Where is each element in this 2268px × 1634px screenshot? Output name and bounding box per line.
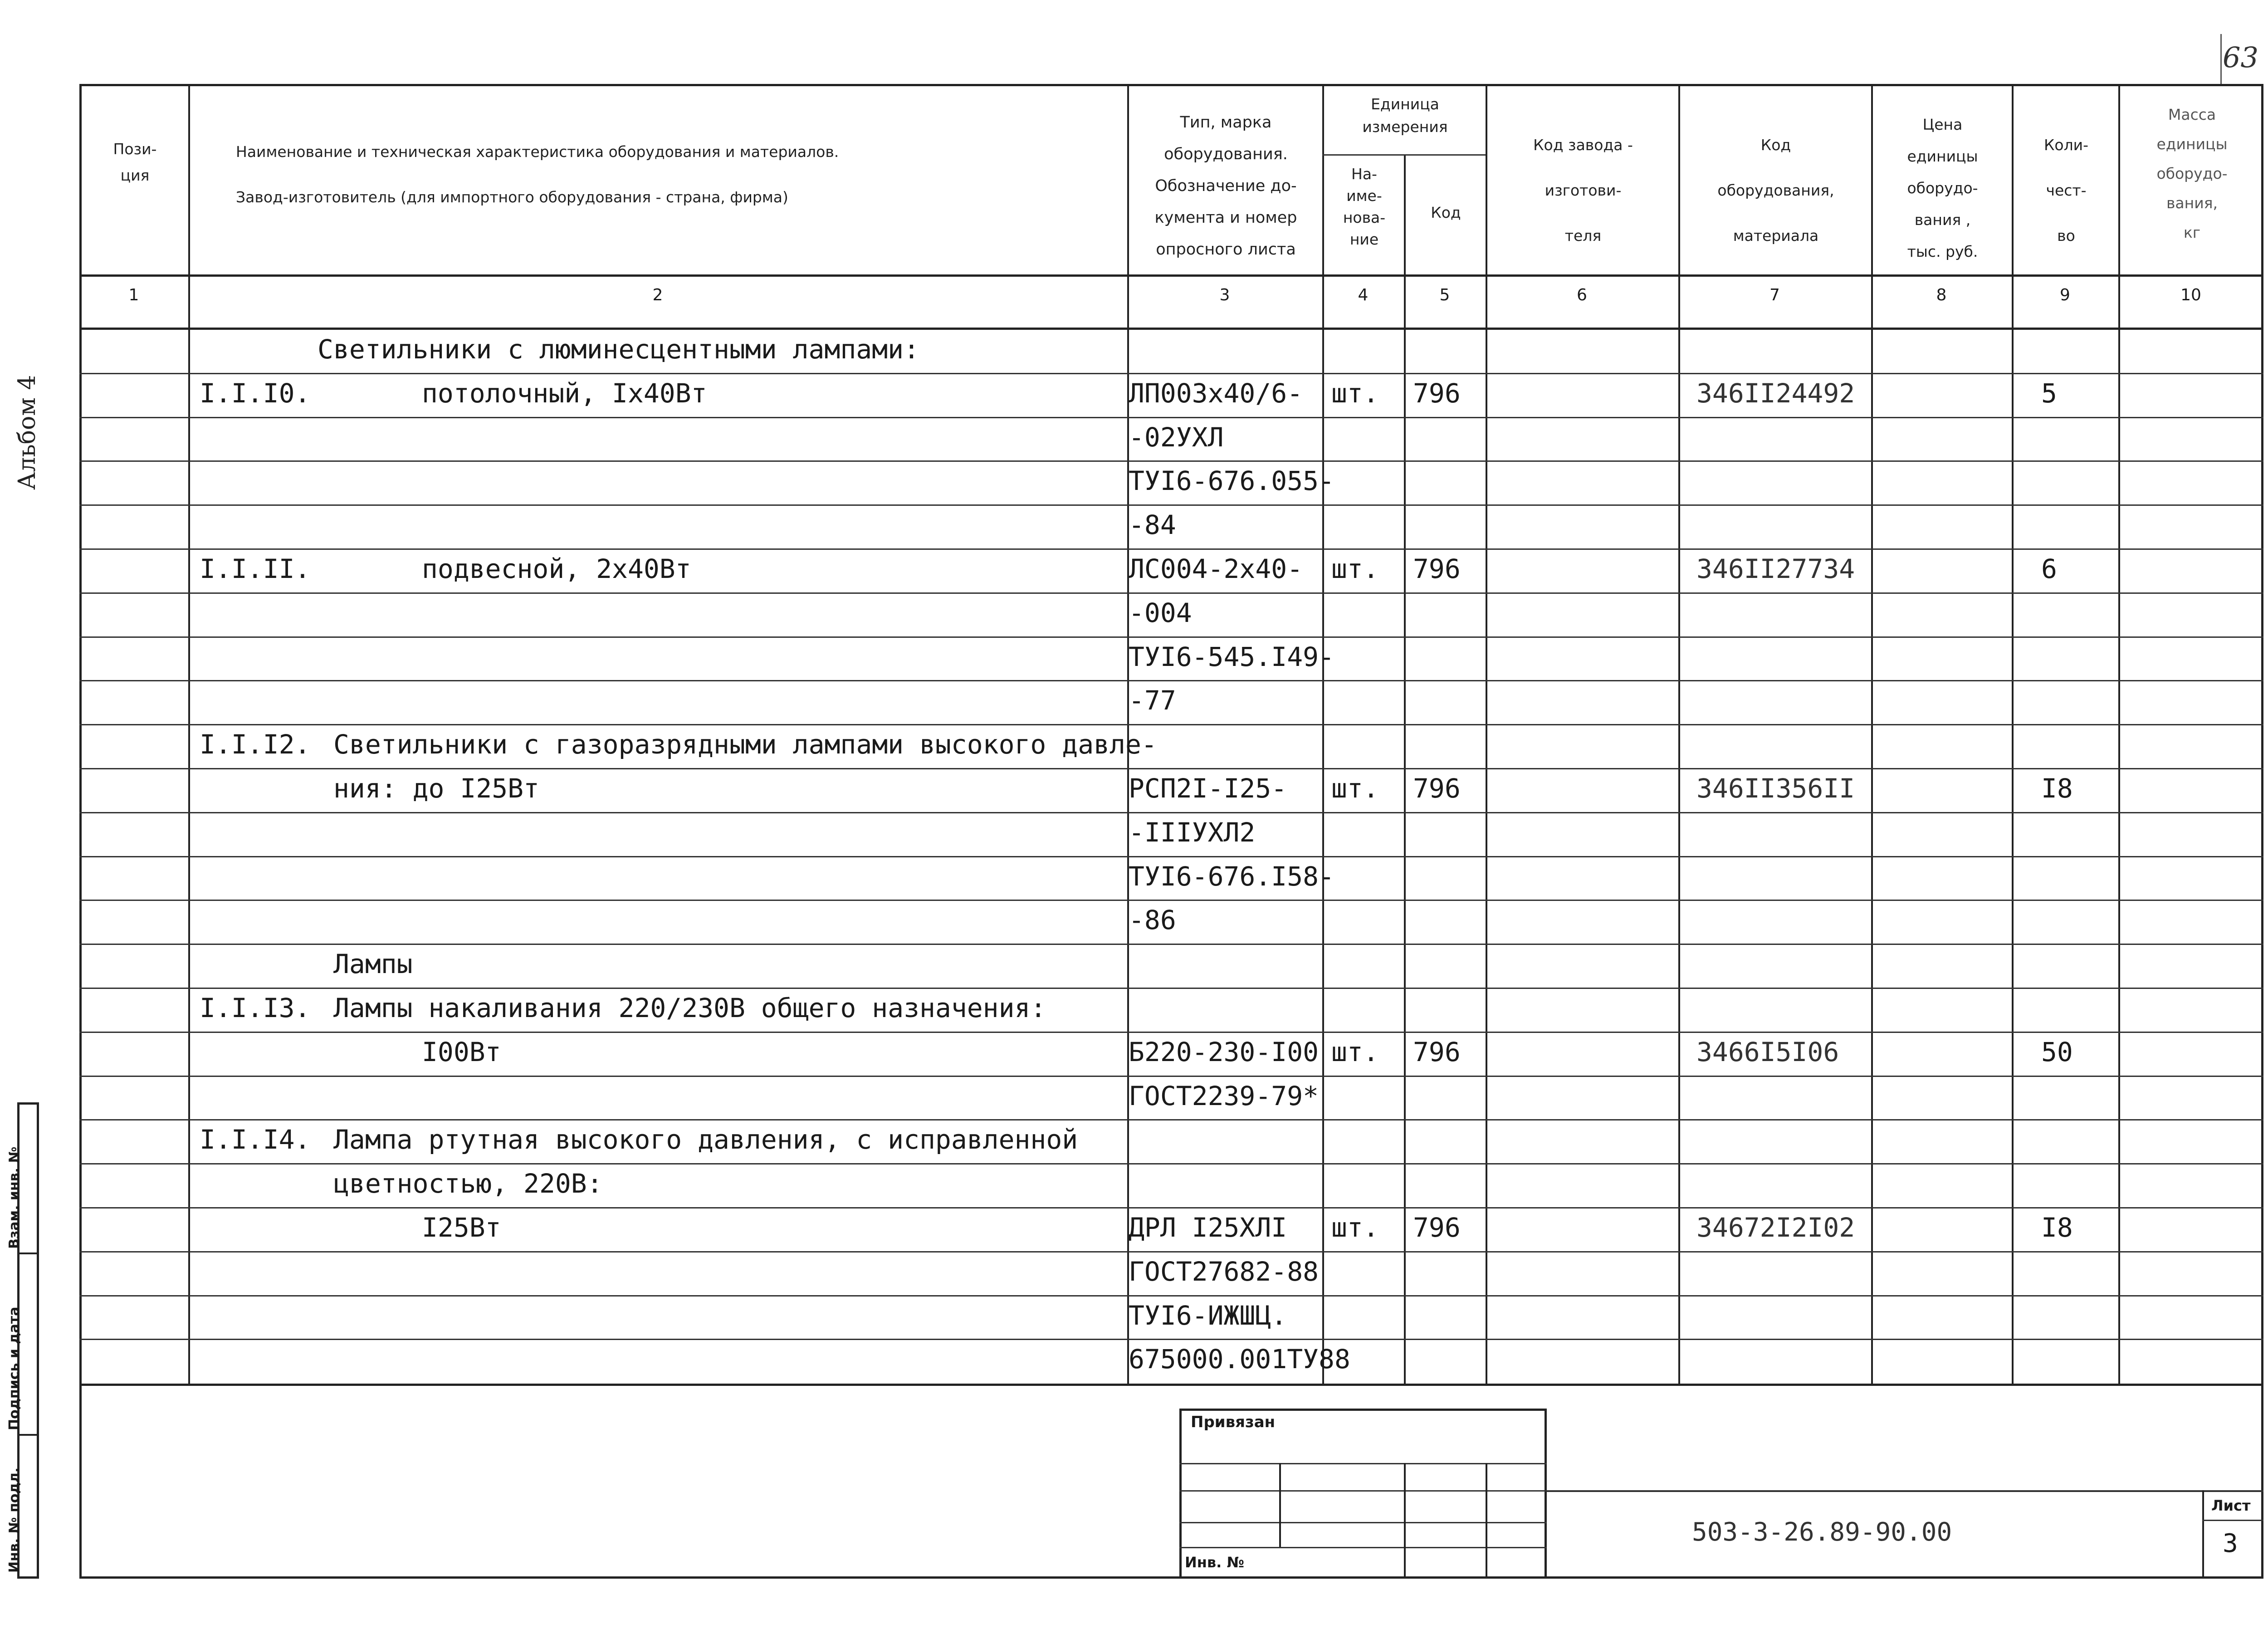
row-unit-code: 796 [1413,377,1461,409]
doc-code-top-line [1547,1490,2263,1492]
hdr-mass-l4: вания, [2166,194,2218,212]
col-line-9 [2118,84,2120,1384]
hdr-qty-l3: во [2057,227,2075,245]
colnum-7: 7 [1769,286,1780,304]
row-name: Светильники с газоразрядными лампами высокого давле- [333,729,1157,760]
row-quantity: 6 [2041,553,2057,584]
row-separator [79,417,2263,418]
stamp-line-1 [1179,1463,1547,1464]
row-material-code: 346II356II [1696,773,1855,804]
hdr-unit-l2: измерения [1362,118,1448,136]
row-type: ГОСТ2239-79* [1129,1080,1319,1111]
row-unit: шт. [1331,377,1379,409]
row-material-code: 3466I5I06 [1696,1036,1839,1067]
colnum-1: 1 [128,286,139,304]
colnum-bottom-line [79,328,2263,330]
row-type: ТУI6-ИЖШЦ. [1129,1300,1287,1331]
sheet-label: Лист [2211,1497,2251,1514]
hdr-material-l3: материала [1733,227,1819,245]
row-type: -IIIУХЛ2 [1129,817,1256,848]
col-line-8 [2012,84,2014,1384]
hdr-mass-l3: оборудо- [2156,165,2228,182]
colnum-8: 8 [1936,286,1947,304]
row-separator [79,636,2263,638]
colnum-4: 4 [1358,286,1369,304]
row-separator [79,680,2263,681]
hdr-unit-name-l2: име- [1346,187,1382,205]
row-separator [79,504,2263,506]
row-type: Б220-230-I00 [1129,1036,1319,1067]
hdr-quantity [2014,122,2118,259]
stamp-line-4 [1179,1547,1547,1548]
hdr-mass-l2: единицы [2156,135,2228,153]
row-name: I00Вт [422,1036,501,1067]
row-material-code: 346II27734 [1696,553,1855,584]
inv-label: Инв. № [1185,1554,1244,1571]
row-separator [79,1207,2263,1208]
row-type: РСП2I-I25- [1129,773,1287,804]
row-separator [79,944,2263,945]
row-quantity: I8 [2041,773,2073,804]
colnum-10: 10 [2180,286,2201,304]
hdr-price-l3: оборудо- [1907,179,1978,197]
row-type: -77 [1129,685,1176,716]
row-quantity: I8 [2041,1212,2073,1243]
unit-group-line [1322,154,1486,156]
row-separator [79,1339,2263,1340]
hdr-type-l1: Тип, марка [1180,113,1272,132]
hdr-price-l1: Цена [1922,116,1963,133]
row-separator [79,900,2263,901]
row-unit: шт. [1331,553,1379,584]
row-type: -02УХЛ [1129,421,1224,453]
hdr-qty-l1: Коли- [2043,136,2089,154]
hdr-price-l5: тыс. руб. [1907,243,1978,260]
album-label: Альбом 4 [14,375,41,490]
side-label-signature: Подпись и дата [6,1306,22,1430]
row-type: -84 [1129,509,1176,541]
row-separator [79,812,2263,813]
row-separator [79,592,2263,594]
row-unit-code: 796 [1413,773,1461,804]
hdr-price [1873,109,2012,268]
col-line-6 [1678,84,1680,1384]
row-name: ния: до I25Вт [333,773,539,804]
hdr-factory-l1: Код завода - [1533,136,1633,154]
row-separator [79,460,2263,462]
hdr-type-l2: оборудования. [1164,145,1288,163]
side-cell-replacement [6,1105,37,1254]
row-separator [79,1295,2263,1296]
hdr-unit-group [1325,93,1486,138]
row-type: ЛП003х40/6- [1129,377,1303,409]
hdr-material-l1: Код [1760,136,1791,154]
row-separator [79,1032,2263,1033]
hdr-type-l4: кумента и номер [1154,209,1297,227]
row-name: подвесной, 2х40Вт [422,553,691,584]
col-line-5 [1486,84,1487,1384]
row-separator [79,724,2263,725]
hdr-unit-code: Код [1431,204,1461,221]
stamp-line-2 [1179,1490,1547,1492]
row-material-code: 346II24492 [1696,377,1855,409]
hdr-type-l3: Обозначение до- [1155,177,1297,195]
colnum-3: 3 [1219,286,1230,304]
row-quantity: 50 [2041,1036,2073,1067]
table-bottom-line [79,1384,2263,1386]
colnum-5: 5 [1439,286,1450,304]
row-unit: шт. [1331,773,1379,804]
row-name: Лампы накаливания 220/230В общего назначения: [333,993,1046,1023]
row-name: Светильники с люминесцентными лампами: [318,334,919,365]
side-stamp-strip [6,1102,39,1579]
sheet-box-divider [2202,1520,2263,1521]
row-separator [79,373,2263,374]
hdr-unit-name-l4: ние [1349,230,1379,248]
linked-stamp-box [1179,1409,1547,1579]
hdr-position [82,136,188,189]
row-position: I.I.I0. [200,377,311,409]
row-position: I.I.II. [200,553,311,584]
row-name: I25Вт [422,1212,501,1243]
document-code: 503-3-26.89-90.00 [1692,1517,1952,1547]
hdr-name-l2: Завод-изготовитель (для импортного оборудования - страна, фирма) [236,188,788,206]
row-separator [79,768,2263,769]
hdr-material-l2: оборудования, [1717,181,1834,199]
row-type: ГОСТ27682-88 [1129,1256,1319,1287]
hdr-mass-l1: Масса [2168,106,2216,123]
page-number: 63 [2223,41,2258,74]
hdr-name-l1: Наименование и техническая характеристика оборудования и материалов. [236,143,839,161]
hdr-name [236,129,839,220]
corner-tick [2220,34,2222,84]
hdr-unit-name-l1: На- [1351,165,1377,183]
side-cell-original-inv [6,1436,37,1576]
row-position: I.I.I3. [200,993,311,1023]
row-type: ДРЛ I25ХЛI [1129,1212,1287,1243]
row-unit: шт. [1331,1212,1379,1243]
hdr-unit-name [1325,163,1404,250]
hdr-material-code [1681,122,1871,259]
hdr-unit-l1: Единица [1371,95,1439,113]
colnum-6: 6 [1577,286,1587,304]
row-type: ТУI6-545.I49- [1129,641,1334,672]
row-type: ЛС004-2х40- [1129,553,1303,584]
row-name: Лампы [333,949,413,980]
hdr-type-l5: опросного листа [1156,240,1296,259]
hdr-price-l2: единицы [1907,147,1978,165]
row-position: I.I.I2. [200,729,311,760]
col-line-3 [1322,84,1324,1384]
hdr-position-l1: Пози- [113,140,157,158]
col-line-1 [188,84,190,1384]
header-bottom-line [79,274,2263,277]
side-label-replacement: Взам. инв. № [6,1146,22,1249]
stamp-vline-2 [1404,1463,1406,1579]
colnum-2: 2 [652,286,663,304]
row-type: ТУI6-676.055- [1129,465,1334,497]
row-name: цветностью, 220В: [333,1168,603,1199]
hdr-mass [2121,100,2263,247]
hdr-type [1129,107,1322,265]
row-unit-code: 796 [1413,1036,1461,1067]
sheet-value: 3 [2223,1529,2238,1558]
hdr-mass-l5: кг [2183,224,2201,241]
stamp-vline-3 [1486,1463,1487,1579]
hdr-factory-l3: теля [1564,227,1602,245]
row-type: ТУI6-676.I58- [1129,861,1334,892]
stamp-vline-1 [1279,1463,1281,1547]
row-name: потолочный, Iх40Вт [422,377,707,409]
row-type: 675000.001ТУ88 [1129,1344,1350,1375]
row-separator [79,548,2263,550]
row-separator [79,1163,2263,1164]
hdr-unit-name-l3: нова- [1343,209,1386,226]
hdr-price-l4: вания , [1914,211,1971,229]
row-separator [79,1119,2263,1120]
row-quantity: 5 [2041,377,2057,409]
side-label-original-inv: Инв. № подл. [6,1467,22,1573]
row-separator [79,856,2263,857]
linked-label: Привязан [1191,1413,1276,1431]
hdr-qty-l2: чест- [2046,181,2087,199]
row-position: I.I.I4. [200,1124,311,1155]
row-separator [79,1076,2263,1077]
hdr-position-l2: ция [120,166,150,184]
row-separator [79,988,2263,989]
stamp-line-3 [1179,1522,1547,1523]
row-separator [79,1251,2263,1252]
row-material-code: 34672I2I02 [1696,1212,1855,1243]
sheet-box-line [2202,1490,2204,1579]
row-type: -86 [1129,905,1176,936]
hdr-factory-code [1488,122,1678,259]
row-type: -004 [1129,597,1192,628]
row-unit-code: 796 [1413,1212,1461,1243]
row-name: Лампа ртутная высокого давления, с исправленной [333,1124,1078,1155]
hdr-factory-l2: изготови- [1545,181,1622,199]
row-unit-code: 796 [1413,553,1461,584]
col-line-7 [1871,84,1873,1384]
row-unit: шт. [1331,1036,1379,1067]
colnum-9: 9 [2060,286,2070,304]
